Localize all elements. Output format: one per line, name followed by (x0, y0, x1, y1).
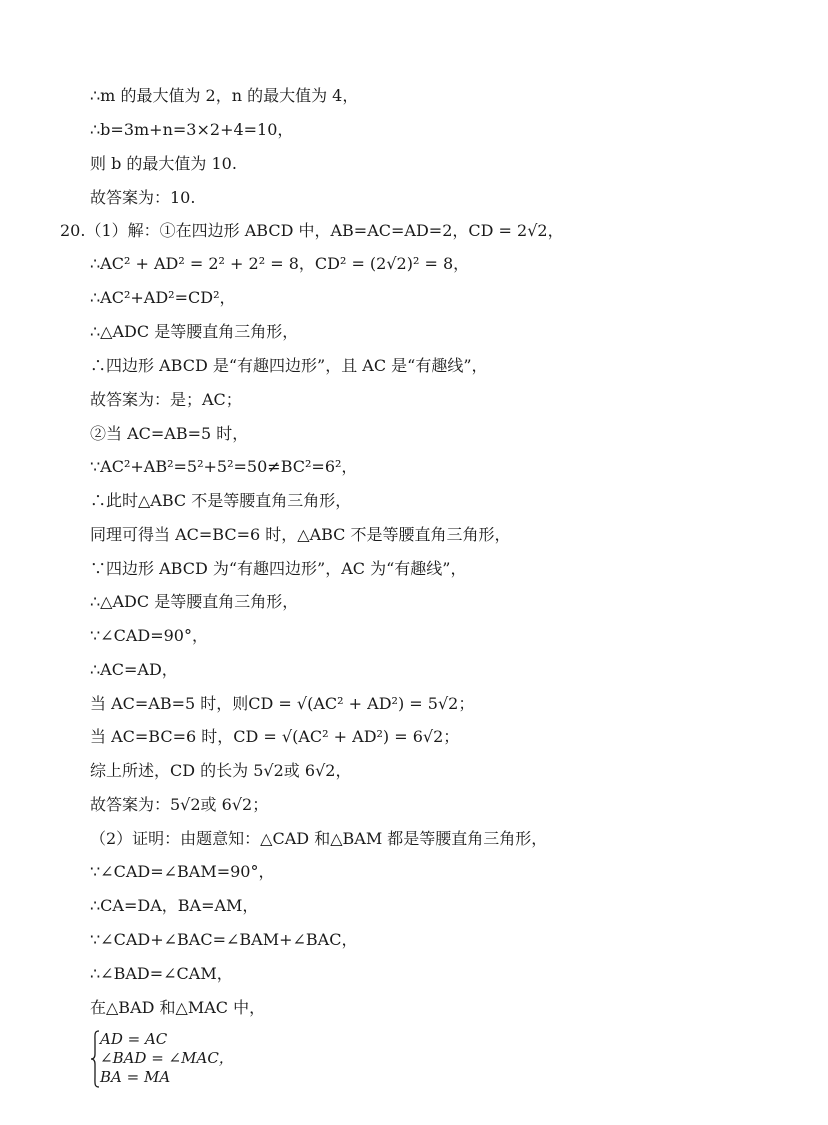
text-line: 故答案为：5√2或 6√2； (90, 795, 269, 814)
text-line: ∴AC² + AD² = 2² + 2² = 8，CD² = (2√2)² = 8， (90, 254, 470, 273)
text-line: 故答案为：10. (90, 188, 196, 207)
text-line: ②当 AC=AB=5 时， (90, 424, 249, 443)
problem-20-heading: 20.（1）解：①在四边形 ABCD 中，AB=AC=AD=2，CD = 2√2， (60, 221, 564, 240)
text-line: ∴AC²+AD²=CD²， (90, 288, 236, 307)
text-line: 同理可得当 AC=BC=6 时，△ABC 不是等腰直角三角形， (90, 525, 511, 544)
part-2-heading: （2）证明：由题意知：△CAD 和△BAM 都是等腰直角三角形， (90, 829, 548, 848)
left-brace-icon (90, 1030, 100, 1088)
text-line: ∵AC²+AB²=5²+5²=50≠BC²=6²， (90, 457, 358, 476)
text-line: 综上所述，CD 的长为 5√2或 6√2， (90, 761, 352, 780)
text-line: 故答案为：是；AC； (90, 390, 242, 409)
text-line: ∵∠CAD=90°， (90, 626, 208, 645)
text-line: 当 AC=AB=5 时，则CD = √(AC² + AD²) = 5√2； (90, 694, 475, 713)
text-line: ∵∠CAD+∠BAC=∠BAM+∠BAC， (90, 930, 358, 949)
text-line: ∴b=3m+n=3×2+4=10， (90, 120, 294, 139)
system-line: BA = MA (100, 1068, 171, 1086)
text-line: ∴△ADC 是等腰直角三角形， (90, 592, 299, 611)
system-line: ∠BAD = ∠MAC， (100, 1049, 234, 1067)
text-line: 在△BAD 和△MAC 中， (90, 998, 266, 1017)
text-line: ∴此时△ABC 不是等腰直角三角形， (90, 491, 352, 510)
text-line: ∴∠BAD=∠CAM， (90, 964, 233, 983)
text-line: 则 b 的最大值为 10. (90, 154, 237, 173)
text-line: ∴CA=DA，BA=AM， (90, 896, 259, 915)
text-line: ∵四边形 ABCD 为“有趣四边形”，AC 为“有趣线”， (90, 559, 467, 578)
text-line: ∴AC=AD， (90, 660, 178, 679)
equation-system (90, 1030, 290, 1090)
text-line: 当 AC=BC=6 时，CD = √(AC² + AD²) = 6√2； (90, 727, 460, 746)
text-line: ∴△ADC 是等腰直角三角形， (90, 322, 299, 341)
text-line: ∴四边形 ABCD 是“有趣四边形”，且 AC 是“有趣线”， (90, 356, 488, 375)
text-line: ∴m 的最大值为 2，n 的最大值为 4， (90, 86, 359, 105)
system-line: AD = AC (100, 1030, 168, 1048)
text-line: ∵∠CAD=∠BAM=90°， (90, 862, 275, 881)
